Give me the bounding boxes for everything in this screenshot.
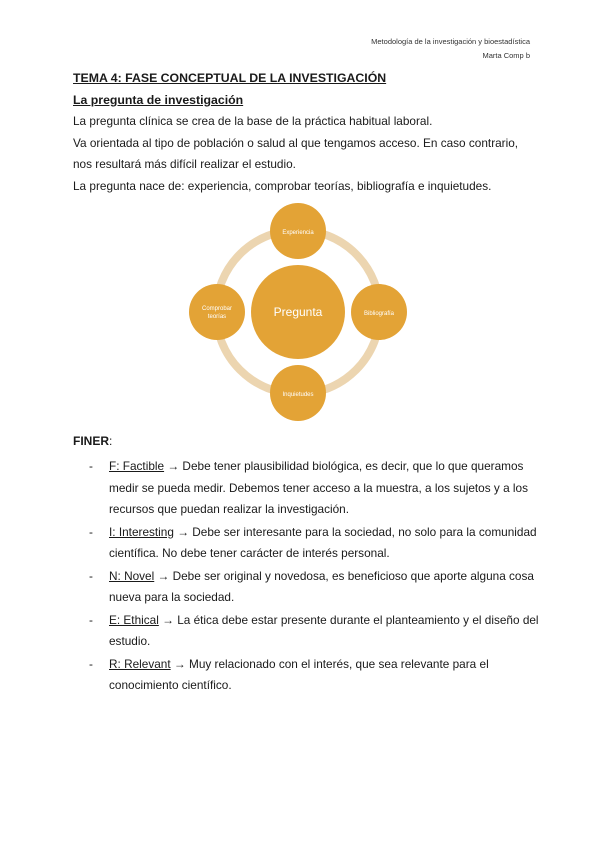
node-inquietudes-label: Inquietudes [282, 392, 314, 398]
list-item [89, 522, 539, 565]
list-bullet: - [89, 459, 93, 473]
paragraph: La pregunta nace de: experiencia, comprobar teorías, bibliografía e inquietudes. [73, 178, 492, 193]
header-author: Marta Comp b [482, 51, 530, 60]
list-item [89, 654, 539, 697]
finer-text: → Debe ser interesante para la sociedad, no solo para la comunidad científica. No debe tener carácter de interés personal. [109, 524, 537, 560]
node-comprobar-label-1: Comprobar [201, 306, 233, 312]
list-bullet: - [89, 656, 93, 671]
finer-heading [73, 434, 112, 448]
finer-text: → Debe ser original y novedosa, es beneficioso que aporte alguna cosa nueva para la sociedad. [109, 568, 534, 604]
finer-colon: : [109, 434, 113, 448]
center-node-label: Pregunta [273, 305, 323, 319]
list-bullet: - [89, 612, 93, 627]
finer-key: F: Factible [109, 459, 165, 473]
list-bullet: - [89, 524, 93, 539]
list-bullet: - [89, 568, 93, 583]
list-item [89, 566, 539, 609]
finer-label: FINER [73, 434, 109, 448]
header-course: Metodología de la investigación y bioestadística [371, 37, 530, 46]
finer-key: I: Interesting [109, 524, 174, 539]
section-subtitle: La pregunta de investigación [73, 93, 244, 107]
finer-key: N: Novel [109, 568, 155, 583]
finer-text: → Debe tener plausibilidad biológica, es decir, que lo que queramos medir se pueda medir. Debemos tener acceso a la muestra, a los sujetos y a los recursos que puedan realizar la investigación. [109, 459, 528, 516]
node-comprobar-label-2: teorías [207, 314, 227, 320]
finer-list [89, 456, 539, 698]
document-body [73, 70, 533, 197]
finer-text: → La ética debe estar presente durante el planteamiento y el diseño del estudio. [109, 612, 539, 648]
finer-key: R: Relevant [109, 656, 171, 671]
node-bibliografia-label: Bibliografía [363, 311, 395, 317]
page-title: TEMA 4: FASE CONCEPTUAL DE LA INVESTIGACIÓN [73, 71, 387, 85]
list-item [89, 456, 539, 521]
intro-paragraphs [73, 111, 533, 197]
node-comprobar-teorias [189, 284, 245, 340]
paragraph: La pregunta clínica se crea de la base de la práctica habitual laboral. [73, 114, 433, 128]
finer-key: E: Ethical [109, 612, 159, 627]
pregunta-cycle-diagram [188, 200, 408, 425]
list-item [89, 610, 539, 653]
page-header [371, 35, 530, 63]
node-experiencia-label: Experiencia [282, 230, 314, 236]
finer-text: → Muy relacionado con el interés, que sea relevante para el conocimiento científico. [109, 656, 489, 692]
paragraph: Va orientada al tipo de población o salud al que tengamos acceso. En caso contrario, nos resultará más difícil realizar el estudio. [73, 135, 519, 171]
